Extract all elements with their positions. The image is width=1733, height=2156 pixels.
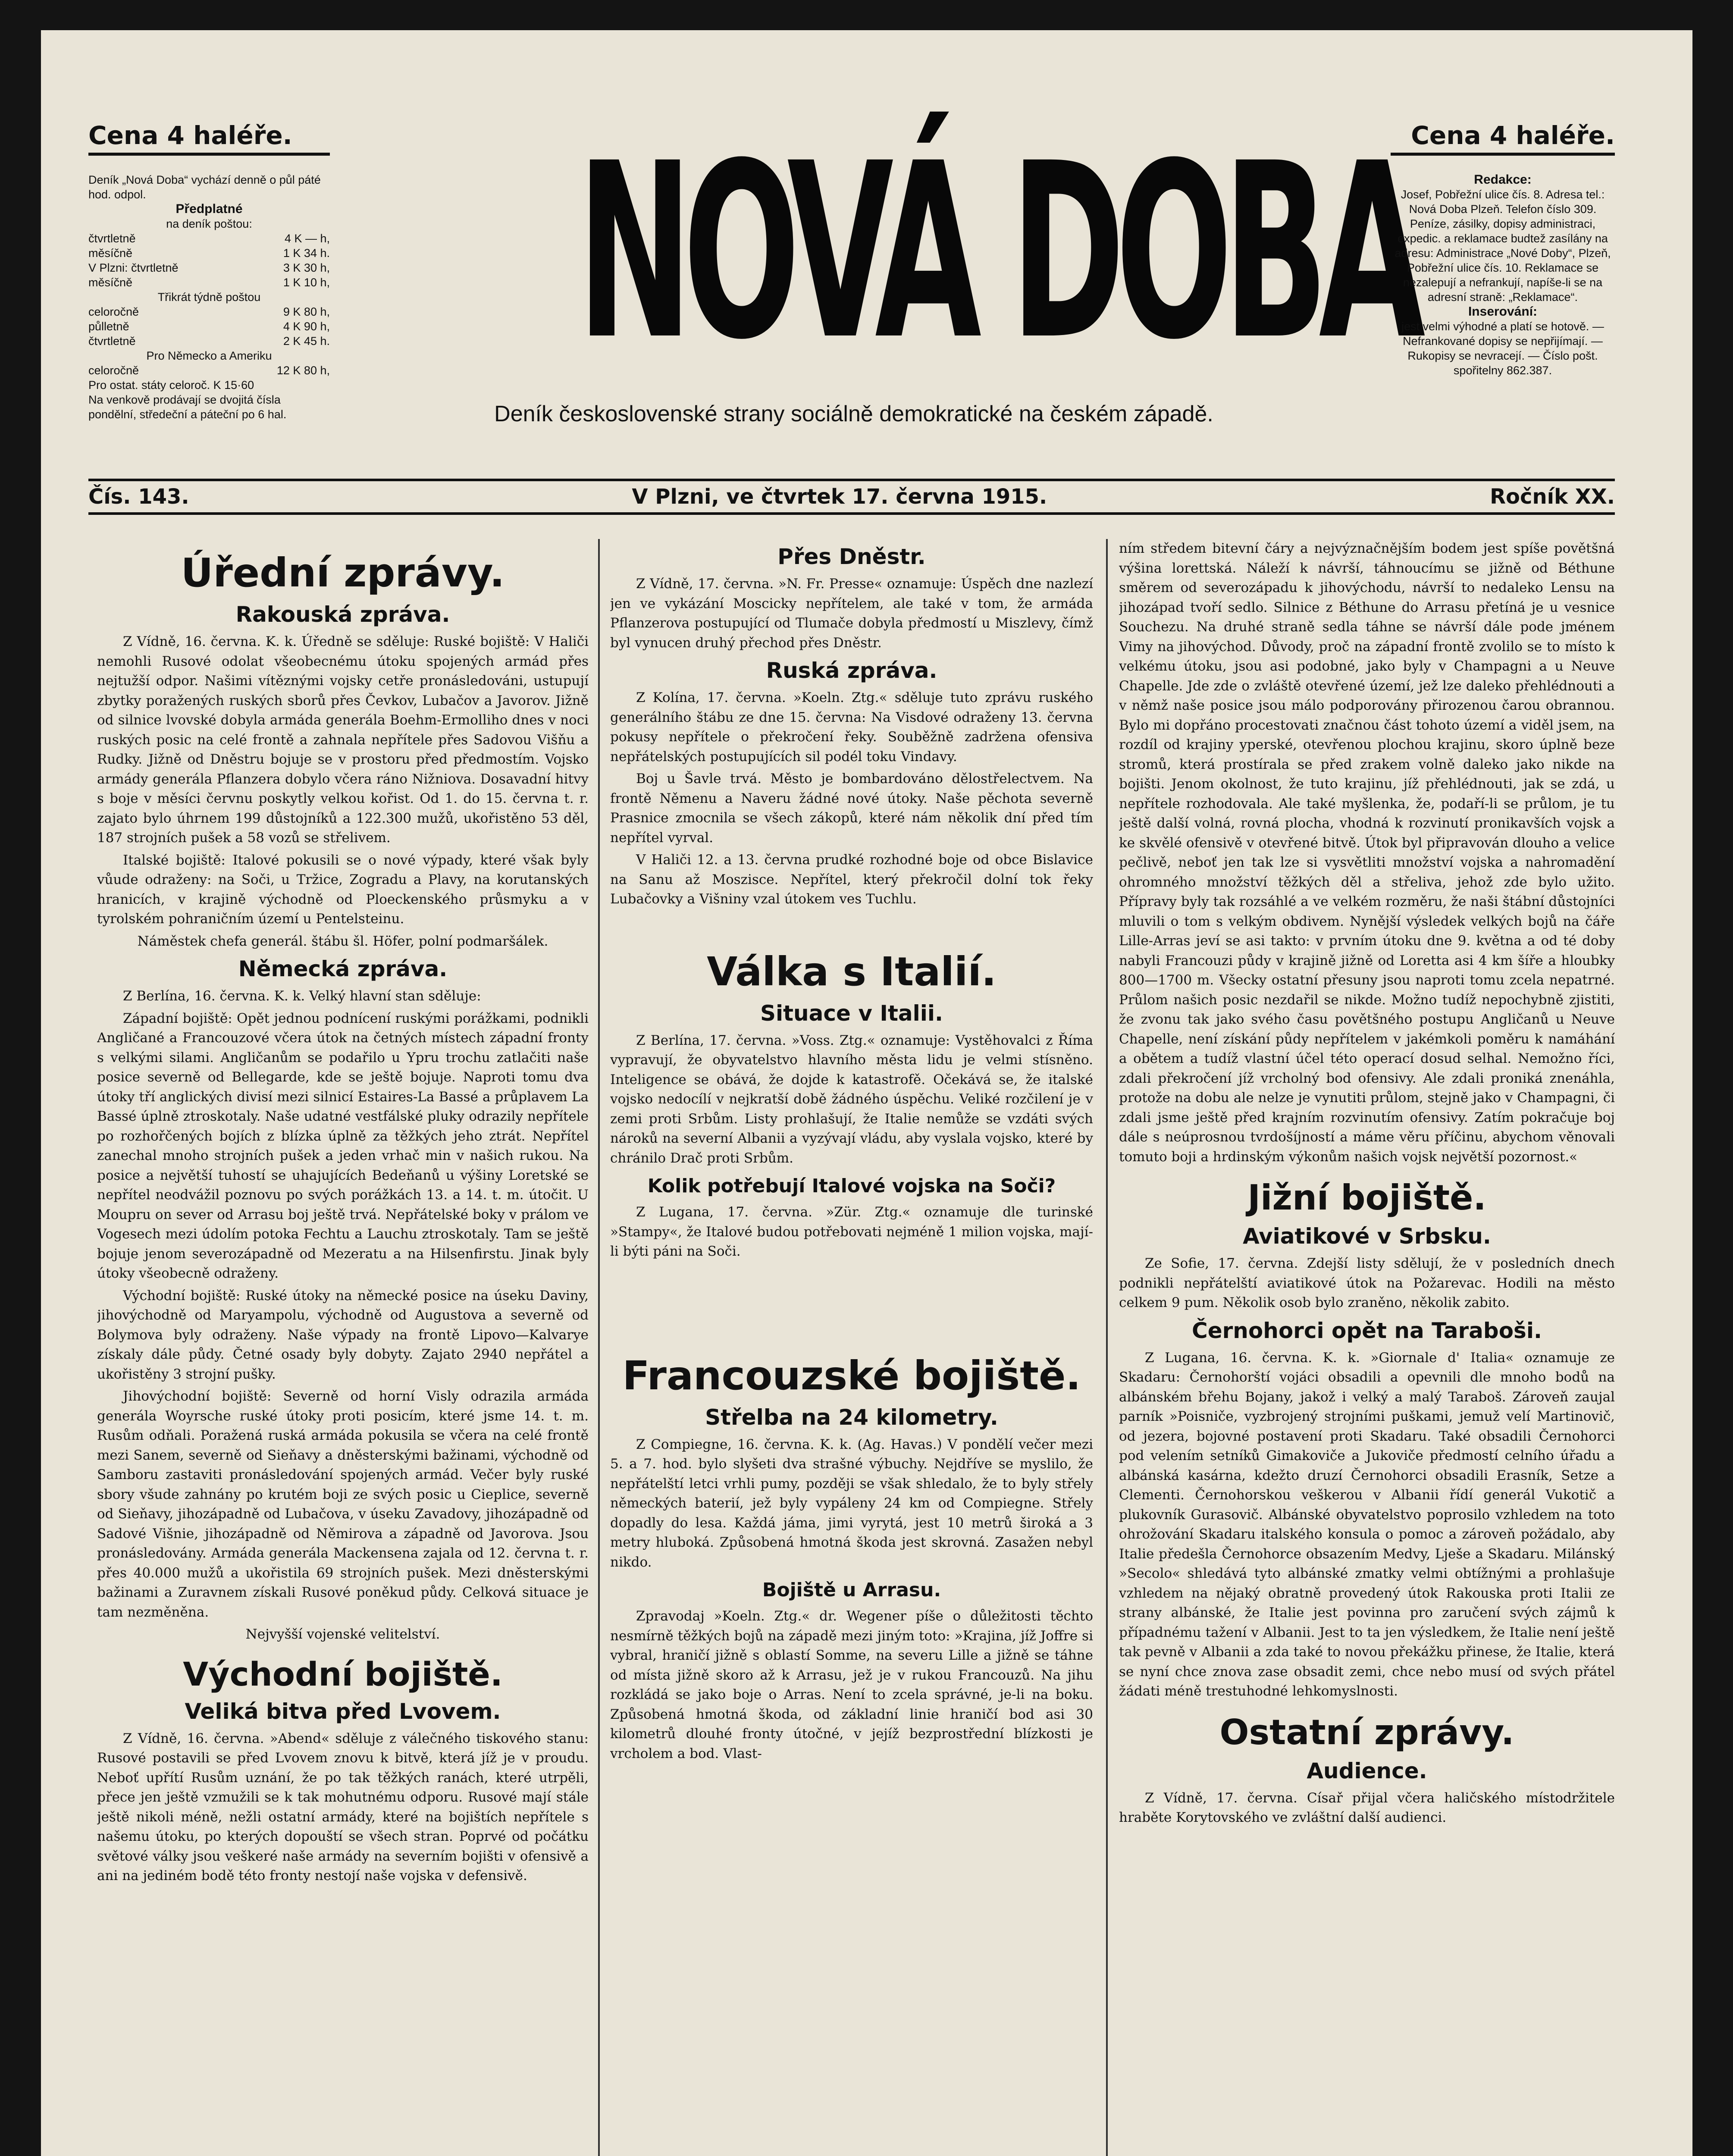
article-paragraph: Z Berlína, 16. června. K. k. Velký hlavní stan sděluje: [123, 988, 481, 1004]
publication-intro: Deník „Nová Doba“ vychází denně o půl páté hod. odpol. [88, 173, 321, 201]
admin-text: Peníze, zásilky, dopisy administraci, expedic. a reklamace budtež zasílány na adresu: Administrace „Nové Doby“, Plzeň, Pobřežní ulice čís. 10. Reklamace se nezalepují a nefrankují, napíše-li se na adresní straně: „Reklamace“. [1395, 217, 1611, 304]
rate-label: měsíčně [88, 247, 133, 260]
article-paragraph: Východní bojiště: Ruské útoky na německé posice na úseku Daviny, jihovýchodně od Maryampolu, východně od Augustova a severně od Bolymova byly odraženy. Naše výpady na frontě Lipovo—Kalvarye získaly dále půdy. Četné osady byly dobyty. Zajato 2940 nepřátel a ukořistěny 3 strojní pušky. [97, 1288, 589, 1382]
issue-info-bar [88, 479, 1615, 515]
subheadline-german: Německá zpráva. [238, 956, 448, 981]
rate-value: 9 K 80 h, [283, 305, 330, 318]
headline-french-front: Francouzské bojiště. [622, 1352, 1081, 1399]
article-paragraph: Z Vídně, 16. června. K. k. Úředně se sděluje: Ruské bojiště: V Haliči nemohli Rusové odolat všeobecnému útoku spojených armád přes nejtužší odpor. Našimi vítěznými vojsky cetře pronásledováni, ustupují zbytky poražených ruských sborů přes Čevkov, Lubačov a Javorov. Jižně od silnice lvovské dobyla armáda generála Boehm-Ermolliho dnes v noci ruských posic na celé frontě a zahnala nepřítele přes Sadovou Višňu a Rudky. Jižně od Dněstru bojuje se v prostoru před předmostím. Vojsko armády generála Pflanzera dobylo včera ráno Nižniova. Dosavadní hitvy s boje v měsíci červnu poskytly velkou kořist. Od 1. do 15. června t. r. zajato bylo úhrnem 199 důstojníků a 122.300 mužů, ukořistěno 53 děl, 187 strojních pušek a 58 vozů se střelivem. [97, 634, 589, 846]
other-states-rate: Pro ostat. státy celoroč. K 15·60 [88, 379, 254, 392]
headline-other-news: Ostatní zprávy. [1219, 1712, 1514, 1752]
subheadline-lvov: Veliká bitva před Lvovem. [185, 1698, 501, 1724]
article-paragraph: Z Kolína, 17. června. »Koeln. Ztg.« sděluje tuto zprávu ruského generálního štábu ze dne 15. června: Na Visdové odraženy 13. června pokusy nepřítele o překročení řeky. Souběžně zadržena ofensiva nepřátelských postupujících sil podél toku Vindavy. [610, 690, 1093, 765]
rate-label: V Plzni: čtvrtletně [88, 261, 179, 274]
subheadline-italy-situation: Situace v Italii. [760, 1000, 943, 1026]
article-paragraph: Ze Sofie, 17. června. Zdejší listy sdělují, že v posledních dnech podnikli nepřátelští aviatikové útok na Požarevac. Hodili na město celkem 9 pum. Několik osob bylo zraněno, několik zabito. [1119, 1256, 1615, 1310]
subheadline-aviators: Aviatikové v Srbsku. [1243, 1224, 1491, 1249]
rate-row [88, 231, 330, 246]
subscription-box [88, 172, 330, 422]
price-label-left: Cena 4 haléře. [88, 121, 330, 156]
headline-southern-front: Jižní bojiště. [1247, 1178, 1486, 1218]
rate-value: 4 K 90 h, [283, 320, 330, 333]
column-divider [598, 539, 600, 2156]
issue-date: V Plzni, ve čtvrtek 17. června 1915. [632, 485, 1047, 509]
subheadline-russian: Ruská zpráva. [766, 658, 937, 683]
subscription-heading: Předplatné [175, 202, 243, 216]
rate-row [88, 319, 330, 334]
redakce-text: Josef, Pobřežní ulice čís. 8. Adresa tel.: Nová Doba Plzeň. Telefon číslo 309. [1401, 188, 1605, 216]
rate-row [88, 334, 330, 348]
rate-value: 1 K 34 h. [283, 247, 330, 260]
article-paragraph: Z Lugana, 16. června. K. k. »Giornale d' Italia« oznamuje ze Skadaru: Černohorští vojáci obsadili a opevnili dle mnoho bodů na albánském břehu Bojany, jakož i velký a malý Taraboš. Zároveň zaujal parník »Poisniče, vyzbrojený strojními puškami, jemuž velí Martinovič, od jezera, bojovné postavení proti Skadaru. Také obsadili Černohorci pod velením setníků Gimakoviče a Jukoviče předmostí celního úřadu a albánská kasárna, kdežto druzí Černohorci obsadili Erasník, Setze a Clementi. Černohorskou veškerou v Albanii řídí generál Vukotič a plukovník Gurasovič. Albánské obyvatelstvo poprosilo vzhledem na toto ohrožování Skadaru italského konsula o pomoc a zároveň požádalo, aby Italie předešla Černohorce obsazením Medvy, Lješe a Skadaru. Milánský »Secolo« shledává tyto albánské zmatky velmi obtížnými a prohlašuje vzhledem na nějaký obratně provedený útok Rakouska proti Italii ze strany albánské, že Italie jest povinna pro zaručení svých zájmů k případnému tažení v Albanii. Jest to ta jen výsledkem, že Italie není ještě tak pevně v Albanii a zda také to novou překážku přinese, že Italie, která se nyní chce znova zase obsadit zemi, chce nebo musí od svých přátel žádati méně trestuhodné lehkomyslnosti. [1119, 1350, 1615, 1699]
column-1 [97, 539, 589, 2156]
rate-label: půlletně [88, 320, 129, 333]
tagline: Deník československé strany sociálně demokratické na českém západě. [494, 401, 1213, 426]
article-paragraph: Západní bojiště: Opět jednou podnícení ruskými porážkami, podnikli Angličané a Francouzové včera útok na četných místech západní fronty s velkými silami. Angličanům se podařilo u Ypru trochu zatlačiti naše posice severně od Bellegarde, kde se ještě bojuje. Naproti tomu dva útoky tří anglických divisí mezi silnicí Estaires-La Bassé a průplavem La Bassé úplně ztroskotaly. Naše udatné vestfálské pluky odrazily nepřítele po rozhořčených bojích z blízka úplně za těžkých jeho ztrát. Nepřítel zanechal mnoho strojních pušek a jeden vrhač min v našich rukou. Na posice a největší tuhostí se uhajujících Bedeňanů u výšiny Loretské se nepřítel neodvážil poznovu po svých porážkách 13. a 14. t. m. útočit. U Moupru on sever od Arrasu boj ještě trvá. Nepřátelské boky v prálom ve Vogesech mezi údolím potoka Fechtu a Lauchu ztroskotaly. Tam se ještě bojuje jenom severozápadně od Mezeratu a na Hilsenfirstu. Jinak byly útoky všeobecně odraženy. [97, 1010, 589, 1281]
redakce-heading: Redakce: [1474, 172, 1532, 187]
rate-value: 1 K 10 h, [283, 276, 330, 289]
article-paragraph: Z Compiegne, 16. června. K. k. (Ag. Havas.) V pondělí večer mezi 5. a 7. hod. bylo slyšeti dva strašné výbuchy. Nejdříve se myslilo, že nepřátelští letci vrhli pumy, později se však shledalo, že to byly střely německých baterií, jež byly vypáleny 24 km od Compiegne. Střely dopadly do lesa. Každá jáma, jimi vyrytá, jest 10 metrů široká a 3 metry hluboká. Způsobená hmotná škoda jest skrovná. Zasažen nebyl nikdo. [610, 1436, 1093, 1570]
subheadline-austrian: Rakouská zpráva. [235, 602, 450, 627]
article-paragraph: Zpravodaj »Koeln. Ztg.« dr. Wegener píše o důležitosti těchto nesmírně těžkých bojů na západě mezi jiným toto: »Krajina, jíž Joffre si vybral, hraničí jižně s oblastí Somme, na severu Lille a jižně se táhne od místa jižně skoro až k Arrasu, jež je v rukou Francouzů. Na jihu rozkládá se jako boje o Arras. Není to zcela správné, je-li na boku. Způsobená hmotná škoda, od základní linie hraničí bod asi 30 kilometrů dlouhé fronty útočné, v jejíž bezprostřední blízkosti je vrcholem a bod. Vlast- [610, 1608, 1093, 1761]
editorial-box [1391, 172, 1615, 378]
newspaper-page [41, 30, 1692, 2156]
rate-value: 12 K 80 h, [276, 364, 330, 377]
rate-label: celoročně [88, 305, 139, 318]
subheadline-shelling: Střelba na 24 kilometry. [705, 1404, 998, 1430]
rate-label: čtvrtletně [88, 335, 136, 348]
rate-row [88, 275, 330, 290]
masthead [41, 30, 1692, 474]
volume-number: Ročník XX. [1490, 485, 1615, 509]
foreign-label: Pro Německo a Ameriku [146, 349, 272, 362]
subheadline-italy-troops: Kolik potřebují Italové vojska na Soči? [647, 1175, 1056, 1197]
issue-number: Čís. 143. [88, 485, 189, 509]
article-paragraph: Z Vídně, 16. června. »Abend« sděluje z válečného tiskového stanu: Rusové postavili se před Lvovem znovu k bitvě, která jíž je v proudu. Neboť upřítí Rusům uznání, že po tak těžkých ranách, které utrpěli, přece jen ještě vzmužili se k tak mohutnému odporu. Rusové mají stále ještě nikoli méně, nežli ostatní armády, které na bojištích nepřítele s našemu útoku, po kterých dopouští se všech stran. Poprvé od počátku světové války jsou veškeré naše armády na severním bojišti v ofensivě a ani na jediném bodě této fronty nestojí naše vojska v defensivě. [97, 1730, 589, 1883]
rate-label: měsíčně [88, 276, 133, 289]
rate-label: čtvrtletně [88, 232, 136, 245]
price-label-right: Cena 4 haléře. [1391, 121, 1615, 156]
weekly-rates [88, 304, 330, 348]
column-2 [610, 539, 1093, 2156]
article-paragraph: Boj u Šavle trvá. Město je bombardováno dělostřelectvem. Na frontě Němenu a Naveru žádné nové útoky. Naše pěchota severně Prasnice zmocnila se všech zákopů, které nám několik dní před tím nepřítel vyrval. [610, 771, 1093, 846]
article-paragraph: ním středem bitevní čáry a nejvýznačnějším bodem jest spíše povětšná výšina lorettská. Náleží k návrší, táhnoucímu se jižně od Béthune směrem od severozápadu k jihovýchodu, návrší to nedaleko Lensu na jihozápad tvoří sedlo. Silnice z Béthune do Arrasu přetíná je u vesnice Souchezu. Na druhé straně sedla táhne se návrší dále pode jménem Vimy na jihovýchod. Důvody, proč na západní frontě zvolilo se to místo k velkému útoku, jsou asi podobné, jako byly v Champagni a u Neuve Chapelle. Jde zde o zvláště otevřené území, jež lze daleko přehlédnouti a v němž naše posice jsou málo podporovány přirozenou čarou obrannou. Bylo mi dopřáno procestovati značnou část tohoto území a viděl jsem, na rozdíl od krajiny yperské, otevřenou plochou krajinu, skoro úplně beze stromů, která prostírala se před zrakem volně daleko jako nikde na bojišti. Jenom okolnost, že tuto krajinu, jíž přehlédnouti, jak se zdá, u nepřítele rozhodovala. Ale také myšlenka, že, podaří-li se průlom, je tu ještě další volná, rovná plocha, vhodná k rozvinutí pronikavších vojsk a ke skvělé ofensivě v otevřené bitvě. Útok byl připravován dlouho a velice pečlivě, neboť jen tak lze si vysvětliti množství vojska a nahromadění ohromného množství těžkých děl a střeliva, jehož zde bylo užito. Přípravy byly tak rozsáhlé a ve velkém rozměru, že naši štábní důstojníci mluvili o tom s velkým obdivem. Nynější výsledek velkých bojů na čáře Lille-Arras jeví se asi takto: v prvním útoku dne 9. května a od té doby nabyli Francouzi půdy v krajině jižně od Loretta asi 4 km šíře a hloubky 800—1700 m. Všecky ostatní přesuny jsou naproti tomu zcela nepatrné. Průlom našich posic nezdařil se nikde. Možno tudíž nepochybně zjistiti, že zvonu tak jako svého času povětšného postupu Angličanů u Neuve Chapelle, není získání půdy nepřítelem v jakémkoli poměru k namáhání a obětem a tudíž vlastní účel této operací dosud selhal. Nemožno říci, zdali překročení jíž vrcholný bod ofensivy. Ale zdali proniká znenáhla, protože na dobu ale nelze je vynutiti průlom, stejně jako v Champagni, či zdali jsme ještě před krajním rozvinutím ofensivy. Zatím pokračuje boj dále s neúprosnou tvrdošíjností a máme věru příčinu, abychom věnovali tomuto boji a hrdinským výkonům našich vojsk největší pozornost.« [1119, 541, 1615, 1165]
rate-label: celoročně [88, 364, 139, 377]
rate-value: 3 K 30 h, [283, 261, 330, 274]
article-paragraph: V Haliči 12. a 13. června prudké rozhodné boje od obce Bislavice na Sanu až Moszisce. Nepřítel, který překročil dolní tok řeky Lubačovky a Višniny vzal útokem ves Tuchlu. [610, 852, 1093, 907]
article-paragraph: Italské bojiště: Italové pokusili se o nové výpady, které však byly vůude odraženy: na Soči, u Tržice, Zogradu a Plavy, na korutanských hranicích, v krajině východně od Ploeckenského průsmyku a v tyrolském pohraničním území u Pentelsteinu. [97, 852, 589, 927]
rate-row [88, 304, 330, 319]
headline-eastern-front: Východní bojiště. [183, 1655, 503, 1693]
headline-war-italy: Válka s Italií. [707, 948, 997, 995]
article-paragraph: Z Vídně, 17. června. Císař přijal včera haličského místodržitele hraběte Korytovského ve zvláštní další audienci. [1119, 1790, 1615, 1825]
weekly-label: Třikrát týdně poštou [157, 291, 261, 304]
rate-row [88, 363, 330, 378]
rate-value: 4 K — h, [284, 232, 330, 245]
column-3 [1119, 539, 1615, 2156]
headline-dnestr: Přes Dněstr. [777, 544, 926, 569]
rural-note: Na venkově prodávají se dvojitá čísla pondělní, středeční a páteční po 6 hal. [88, 393, 287, 421]
newspaper-logo: NOVÁ DOBA [577, 112, 1416, 393]
rate-row [88, 246, 330, 260]
column-divider [1106, 539, 1108, 2156]
post-label: na deník poštou: [166, 217, 252, 230]
rate-row [88, 260, 330, 275]
article-paragraph: Jihovýchodní bojiště: Severně od horní Visly odrazila armáda generála Woyrsche ruské útoky proti posicím, které jsme 14. t. m. Rusům odňali. Poražená ruská armáda pokusila se včera na celé frontě mezi Sanem, severně od Sieňavy a dněsterskými bažinami, východně od Samboru zastaviti pronásledování spojených armád. Večer byly ruské sbory všude zahnány po krutém boji ze svých posic u Cieplice, severně od Sieňavy, jihozápadně od Lubačova, v úseku Zavadovy, jihozápadně od Sadové Višnie, jihozápadně od Němirova a západně od Javorova. Jsou pronásledovány. Armáda generála Mackensena zajala od 12. června t. r. přes 40.000 mužů a ukořistila 69 strojních pušek. Mezi dněsterskými bažinami a Zuravnem získali Rusové poněkud půdy. Celková situace je tam nezměněna. [97, 1388, 589, 1620]
rate-value: 2 K 45 h. [283, 335, 330, 348]
subheadline-arras: Bojiště u Arrasu. [762, 1579, 941, 1601]
article-paragraph: Z Berlína, 17. června. »Voss. Ztg.« oznamuje: Vystěhovalci z Říma vypravují, že obyvatelstvo hlavního města lidu je velmi stísněno. Inteligence se obává, že dojde k katastrofě. Očekává se, že italské vojsko nedocílí v nejkratší době žádného úspěchu. Veliké rozčilení je v zemi proti Srbům. Listy prohlašují, že Italie nemůže se vzdáti svých nároků na severní Albanii a vyzývají vládu, aby vyslala vojsko, které by chránilo Drač proti Srbům. [610, 1032, 1093, 1166]
subscription-rates [88, 231, 330, 290]
signature: Náměstek chefa generál. štábu šl. Höfer, polní podmaršálek. [137, 933, 548, 949]
inserce-text: jest velmi výhodné a platí se hotově. — Nefrankované dopisy se nepřijímají. — Rukopisy se nevracejí. — Číslo pošt. spořitelny 862.387. [1401, 320, 1604, 377]
headline-official-reports: Úřední zprávy. [181, 550, 505, 596]
signature: Nejvyšší vojenské velitelství. [245, 1626, 440, 1642]
article-paragraph: Z Vídně, 17. června. »N. Fr. Presse« oznamuje: Úspěch dne nazlezí jen ve vykázání Moscicky nepřítelem, ale také v tom, že armáda Pflanzerova postupující od Tlumače dobyla předmostí u Miszlevy, čímž byl vynucen druhý přechod přes Dněstr. [610, 576, 1093, 651]
article-paragraph: Z Lugana, 17. června. »Zür. Ztg.« oznamuje dle turinské »Stampy«, že Italové budou potřebovati nejméně 1 milion vojska, mají-li býti páni na Soči. [610, 1204, 1093, 1259]
inserce-heading: Inserování: [1468, 304, 1538, 319]
subheadline-audience: Audience. [1307, 1758, 1427, 1783]
subheadline-montenegrins: Černohorci opět na Taraboši. [1192, 1318, 1542, 1343]
